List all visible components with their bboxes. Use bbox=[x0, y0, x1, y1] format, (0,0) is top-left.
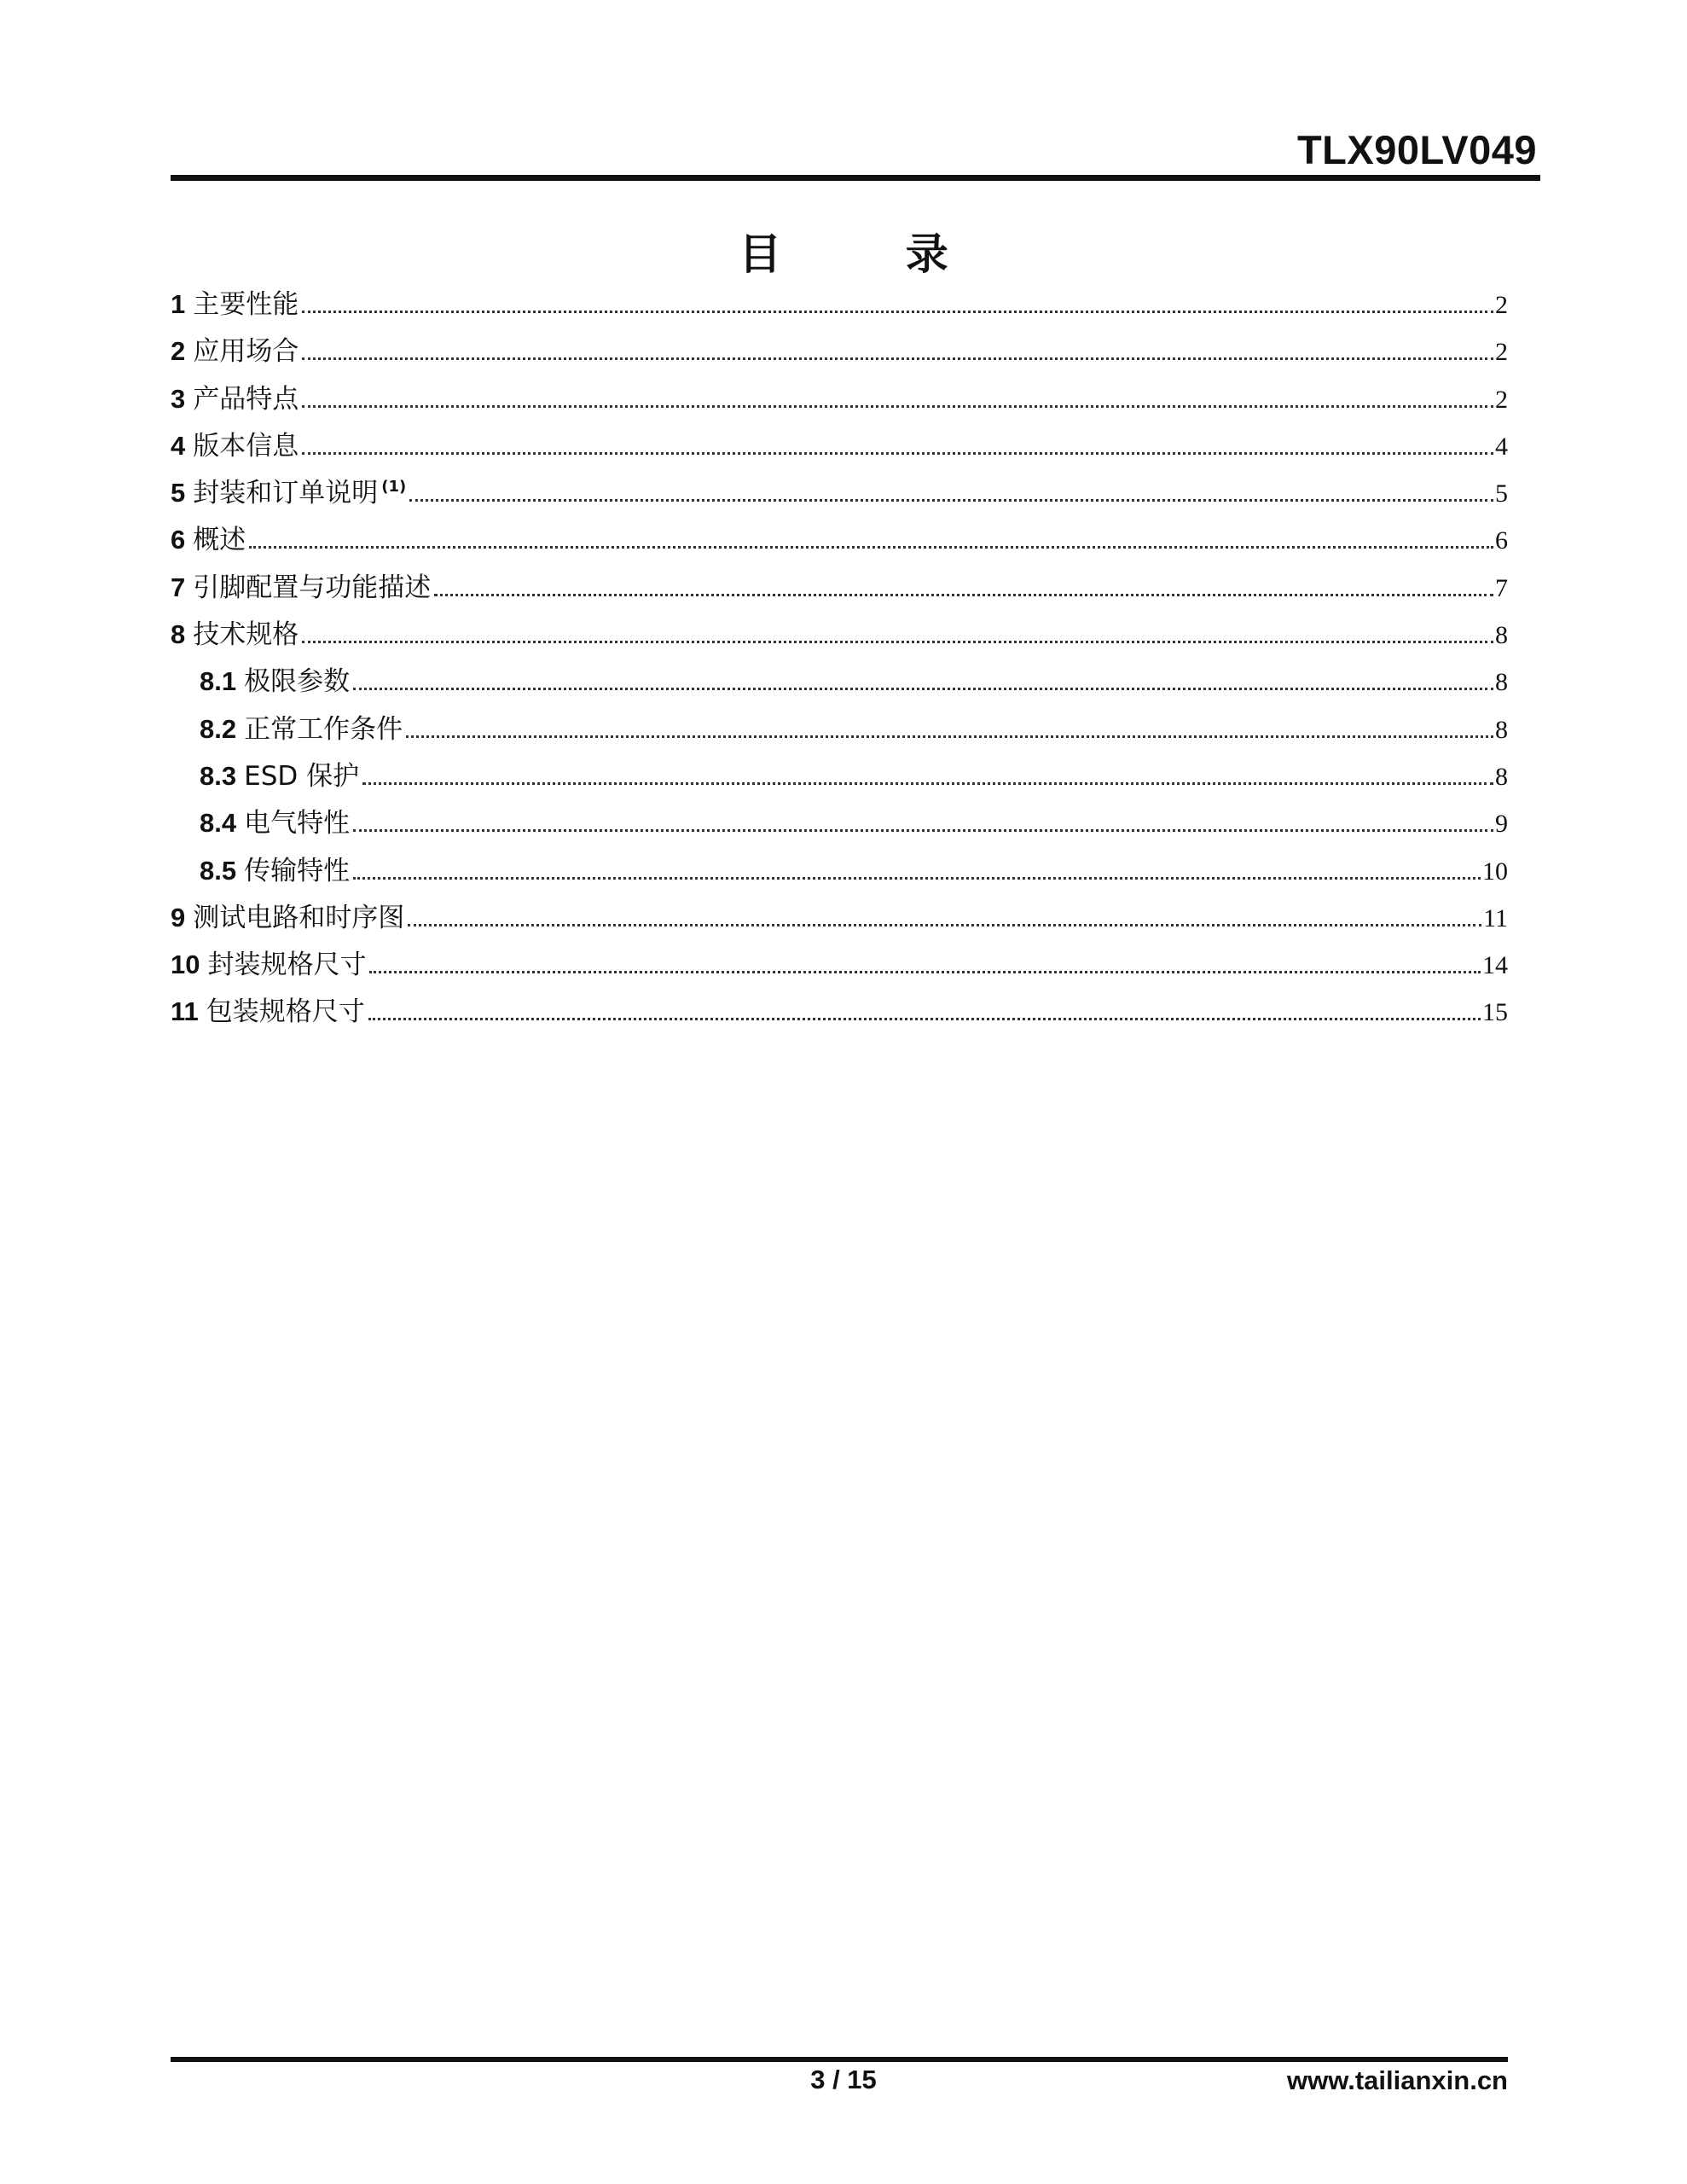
toc-dot-leader bbox=[302, 405, 1493, 408]
toc-entry[interactable] bbox=[171, 990, 1508, 1037]
toc-entry-label-text: 封装规格尺寸 bbox=[207, 950, 367, 981]
toc-entry[interactable] bbox=[171, 566, 1508, 613]
toc-title: 目 录 bbox=[739, 229, 1003, 279]
toc-entry-page: 10 bbox=[1482, 857, 1508, 886]
toc-entry-number: 4 bbox=[171, 430, 186, 461]
toc-entry-number: 8.3 bbox=[200, 760, 237, 791]
toc-dot-leader bbox=[369, 971, 1481, 973]
toc-entry-label bbox=[244, 754, 359, 793]
toc-entry-page: 2 bbox=[1495, 385, 1508, 414]
toc-entry-footnote-marker: (1) bbox=[381, 478, 407, 497]
toc-entry-label bbox=[193, 424, 299, 462]
toc-entry-number: 1 bbox=[171, 289, 186, 319]
toc-entry-page: 9 bbox=[1495, 810, 1508, 839]
toc-entry-label-text: ESD 保护 bbox=[244, 760, 360, 792]
toc-entry-page: 2 bbox=[1495, 291, 1508, 319]
toc-entry-page: 14 bbox=[1482, 951, 1508, 980]
toc-entry-page: 8 bbox=[1495, 762, 1508, 791]
header-divider bbox=[171, 175, 1540, 181]
toc-dot-leader bbox=[302, 641, 1493, 643]
toc-entry-label-text: 应用场合 bbox=[193, 336, 299, 368]
toc-entry-label bbox=[193, 471, 406, 509]
toc-entry-label bbox=[206, 990, 365, 1028]
toc-entry-number: 8.4 bbox=[200, 808, 237, 839]
toc-entry-label-text: 技术规格 bbox=[193, 619, 299, 651]
toc-entry-label-text: 主要性能 bbox=[193, 289, 299, 320]
toc-dot-leader bbox=[302, 311, 1493, 313]
toc-entry-label-text: 包装规格尺寸 bbox=[206, 996, 365, 1028]
toc-entry[interactable] bbox=[171, 943, 1508, 990]
toc-entry[interactable] bbox=[171, 471, 1508, 518]
toc-entry-label bbox=[193, 329, 299, 368]
toc-entry-label-text: 引脚配置与功能描述 bbox=[193, 572, 432, 603]
toc-entry-label-text: 传输特性 bbox=[244, 855, 351, 886]
toc-entry[interactable] bbox=[171, 659, 1508, 706]
toc-entry-number: 8.5 bbox=[200, 855, 237, 886]
toc-entry-label bbox=[193, 518, 246, 556]
toc-entry-page: 8 bbox=[1495, 621, 1508, 650]
toc-entry-label-text: 电气特性 bbox=[244, 808, 351, 839]
toc-entry-number: 11 bbox=[171, 996, 199, 1027]
toc-entry[interactable] bbox=[171, 518, 1508, 565]
toc-entry-label-text: 产品特点 bbox=[193, 383, 299, 415]
toc-entry[interactable] bbox=[171, 754, 1508, 801]
toc-entry-page: 11 bbox=[1483, 903, 1508, 932]
toc-entry-number: 8 bbox=[171, 619, 186, 650]
toc-entry[interactable] bbox=[171, 801, 1508, 848]
toc-entry-label bbox=[193, 377, 299, 415]
toc-entry-label bbox=[244, 659, 350, 698]
toc-entry[interactable] bbox=[171, 329, 1508, 376]
toc-entry-page: 7 bbox=[1495, 573, 1508, 602]
toc-entry[interactable] bbox=[171, 896, 1508, 943]
toc-entry-label-text: 概述 bbox=[193, 525, 246, 556]
toc-entry[interactable] bbox=[171, 849, 1508, 896]
toc-entry-page: 8 bbox=[1495, 715, 1508, 744]
toc-entry-number: 8.2 bbox=[200, 713, 237, 744]
toc-entry-label bbox=[193, 896, 404, 934]
toc-entry-number: 8.1 bbox=[200, 666, 237, 697]
toc-entry-label-text: 版本信息 bbox=[193, 430, 299, 462]
toc-entry-number: 6 bbox=[171, 525, 186, 555]
toc-entry-page: 15 bbox=[1482, 998, 1508, 1027]
page-number: 3 / 15 bbox=[810, 2065, 877, 2094]
toc-entry-page: 5 bbox=[1495, 479, 1508, 508]
toc-entry-number: 5 bbox=[171, 478, 186, 508]
website-link[interactable]: www.tailianxin.cn bbox=[1287, 2065, 1508, 2095]
toc-entry-number: 3 bbox=[171, 383, 186, 414]
toc-entry-label bbox=[193, 613, 299, 651]
toc-dot-leader bbox=[368, 1018, 1481, 1020]
document-product-title: TLX90LV049 bbox=[1296, 127, 1537, 172]
toc-entry-page: 6 bbox=[1495, 526, 1508, 555]
toc-entry-label bbox=[244, 801, 350, 839]
toc-entry-number: 9 bbox=[171, 902, 186, 932]
toc-entry-label-text: 极限参数 bbox=[244, 666, 351, 698]
footer-divider bbox=[171, 2057, 1508, 2062]
toc-dot-leader bbox=[362, 782, 1493, 785]
toc-dot-leader bbox=[302, 357, 1493, 360]
toc-entry[interactable] bbox=[171, 377, 1508, 424]
toc-dot-leader bbox=[302, 452, 1493, 455]
toc-entry-label bbox=[207, 943, 366, 981]
toc-dot-leader bbox=[406, 735, 1493, 738]
toc-entry-page: 4 bbox=[1495, 432, 1508, 461]
toc-entry[interactable] bbox=[171, 424, 1508, 471]
toc-entry-number: 10 bbox=[171, 950, 200, 980]
toc-entry-label bbox=[244, 707, 403, 746]
toc-entry-page: 8 bbox=[1495, 668, 1508, 697]
toc-entry-number: 2 bbox=[171, 336, 186, 367]
toc-entry-label bbox=[244, 849, 350, 887]
toc-entry-label-text: 测试电路和时序图 bbox=[193, 902, 405, 933]
toc-entry[interactable] bbox=[171, 282, 1508, 329]
toc-dot-leader bbox=[249, 546, 1493, 549]
toc-entry[interactable] bbox=[171, 613, 1508, 659]
toc-dot-leader bbox=[408, 924, 1481, 926]
toc-entry[interactable] bbox=[171, 707, 1508, 754]
toc-entry-label bbox=[193, 282, 299, 321]
toc-dot-leader bbox=[409, 499, 1493, 502]
toc-entry-page: 2 bbox=[1495, 338, 1508, 367]
toc-entry-number: 7 bbox=[171, 572, 186, 602]
toc-dot-leader bbox=[434, 594, 1493, 596]
toc-entry-label-text: 封装和订单说明 bbox=[193, 478, 379, 509]
toc-entry-label-text: 正常工作条件 bbox=[244, 713, 403, 745]
toc-dot-leader bbox=[353, 829, 1493, 832]
toc-dot-leader bbox=[353, 877, 1481, 880]
toc-entry-label bbox=[193, 566, 431, 604]
toc-dot-leader bbox=[353, 688, 1493, 690]
table-of-contents bbox=[171, 282, 1508, 1037]
